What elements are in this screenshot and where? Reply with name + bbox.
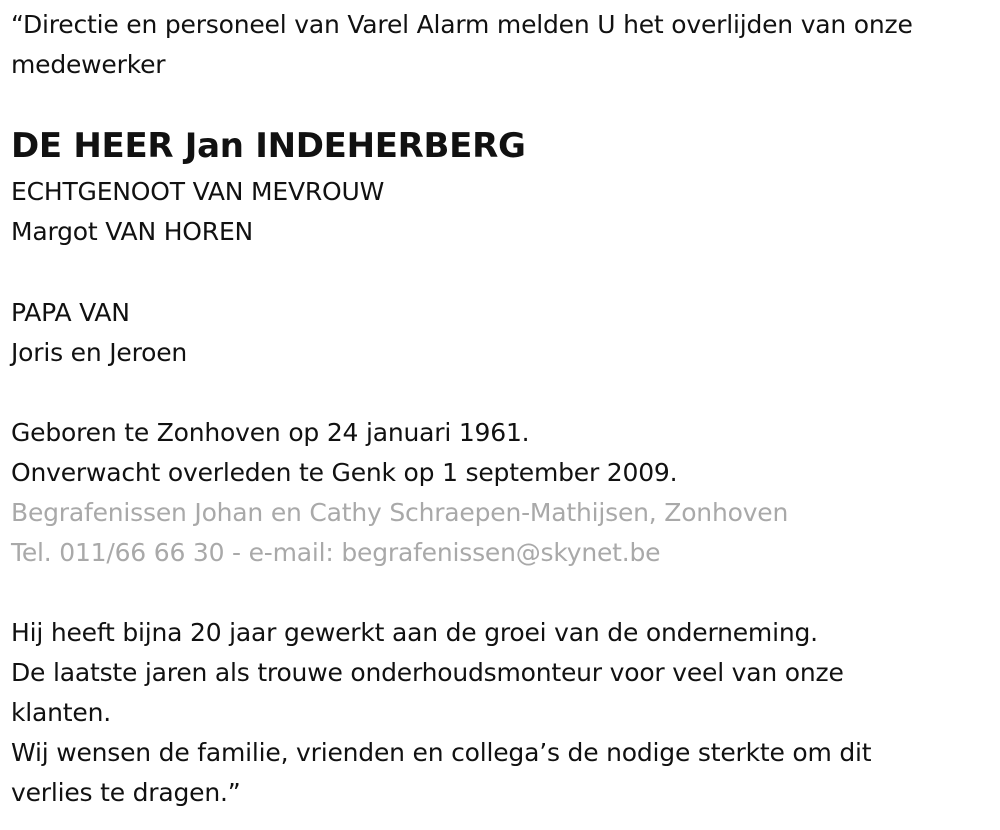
tribute-line-4: Wij wensen de familie, vrienden en collega’s de nodige sterkte om dit bbox=[11, 738, 872, 767]
tribute-line-3: klanten. bbox=[11, 698, 111, 727]
death-line: Onverwacht overleden te Genk op 1 september 2009. bbox=[11, 458, 678, 487]
funeral-home-contact: Tel. 011/66 66 30 - e-mail: begrafenissen@skynet.be bbox=[11, 538, 661, 567]
spouse-label: ECHTGENOOT VAN MEVROUW bbox=[11, 177, 385, 206]
dates-block bbox=[11, 413, 788, 573]
tribute-line-5: verlies te dragen.” bbox=[11, 778, 241, 807]
children-names: Joris en Jeroen bbox=[11, 338, 188, 367]
deceased-name: DE HEER Jan INDEHERBERG bbox=[11, 126, 526, 166]
tribute-line-2: De laatste jaren als trouwe onderhoudsmonteur voor veel van onze bbox=[11, 658, 844, 687]
intro-paragraph bbox=[11, 5, 996, 85]
funeral-home-line: Begrafenissen Johan en Cathy Schraepen-Mathijsen, Zonhoven bbox=[11, 498, 789, 527]
tribute-paragraph bbox=[11, 613, 871, 813]
spouse-block bbox=[11, 172, 384, 252]
children-block bbox=[11, 293, 187, 373]
spouse-name: Margot VAN HOREN bbox=[11, 217, 254, 246]
tribute-line-1: Hij heeft bijna 20 jaar gewerkt aan de groei van de onderneming. bbox=[11, 618, 818, 647]
intro-line-2: medewerker bbox=[11, 50, 166, 79]
children-label: PAPA VAN bbox=[11, 298, 130, 327]
intro-line-1: “Directie en personeel van Varel Alarm melden U het overlijden van onze bbox=[11, 10, 913, 39]
birth-line: Geboren te Zonhoven op 24 januari 1961. bbox=[11, 418, 530, 447]
